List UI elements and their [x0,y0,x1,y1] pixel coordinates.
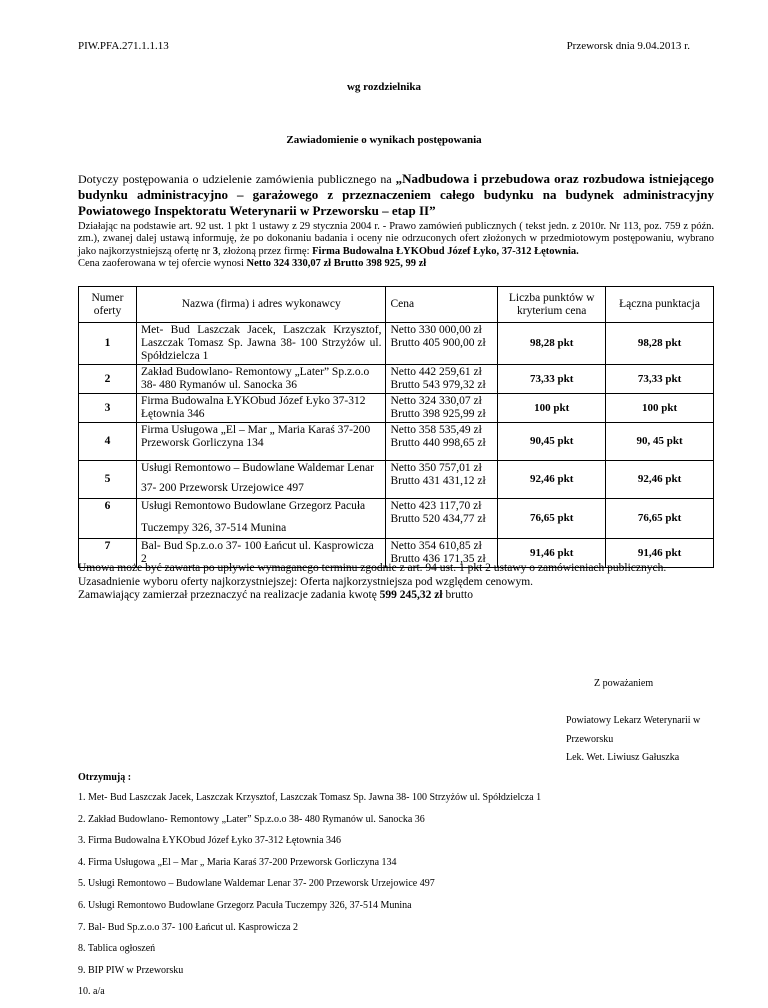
subject: „Nadbudowa i przebudowa oraz rozbudowa istniejącego budynku administracyjno – garażowego z przeznaczeniem całego budynku na budynek administracyjny Powiatowego Inspektoratu Weterynarii w Przeworsku – etap II” [78,171,714,218]
contractor-name-line: Usługi Remontowo – Budowlane Waldemar Lenar [140,462,374,474]
contractor-name: Firma Budowalna ŁYKObud Józef Łyko 37-312 Łętownia 346 [136,394,386,423]
note-contract-term: Umowa może być zawarta po upływie wymaganego terminu zgodnie z art. 94 ust. 1 pkt 2 ustawy o zamówieniach publicznych. [78,562,667,574]
row-price [386,499,498,539]
list-item: 5. Usługi Remontowo – Budowlane Waldemar Lenar 37- 200 Przeworsk Urzejowice 497 [78,878,435,890]
net-price: Netto 330 000,00 zł [390,324,482,336]
reference-number: PIW.PFA.271.1.1.13 [78,40,169,52]
total-points: 90, 45 pkt [606,423,714,461]
gross-price: Brutto 405 900,00 zł [390,337,486,349]
net-price: Netto 358 535,49 zł [390,424,482,436]
table-row [79,394,714,423]
results-table [78,286,714,568]
list-item: 1. Met- Bud Laszczak Jacek, Laszczak Krzysztof, Laszczak Tomasz Sp. Jawna 38- 100 Strzyżów ul. Spółdzielcza 1 [78,792,542,803]
contractor-name: Bal- Bud Sp.z.o.o 37- 100 Łańcut ul. Kasprowicza 2 [136,539,386,568]
table-row [79,499,714,539]
header-contractor: Nazwa (firma) i adres wykonawcy [136,287,386,323]
row-number: 2 [79,365,137,394]
row-number: 6 [79,499,137,539]
list-item: 6. Usługi Remontowo Budowlane Grzegorz Pacuła Tuczempy 326, 37-514 Munina [78,899,412,911]
total-points: 76,65 pkt [606,499,714,539]
row-number: 4 [79,423,137,461]
table-row [79,323,714,365]
decision-body-2: , złożoną przez firmę: [217,245,313,257]
decision-paragraph [78,221,714,271]
net-price: Netto 442 259,61 zł [390,366,482,378]
contractor-address: 37- 200 Przeworsk Urzejowice 497 [140,482,304,494]
place-date: Przeworsk dnia 9.04.2013 r. [566,40,690,52]
contractor-name: Met- Bud Laszczak Jacek, Laszczak Krzysztof, Laszczak Tomasz Sp. Jawna 38- 100 Strzyżów ul. Spółdzielcza 1 [136,323,386,365]
net-price: Netto 324 330,07 zł [390,395,482,407]
contractor-address: Tuczempy 326, 37-514 Munina [140,522,287,534]
row-price [386,323,498,365]
header-price-points: Liczba punktów w kryterium cena [498,287,606,323]
net-price: Netto 423 117,70 zł [390,500,482,512]
table-row [79,365,714,394]
budget-lead: Zamawiający zamierzał przeznaczyć na realizacje zadania kwotę [78,589,380,602]
list-item: 10. a/a [78,986,105,998]
gross-price: Brutto 543 979,32 zł [390,379,486,391]
total-points: 98,28 pkt [606,323,714,365]
header-total-points: Łączna punktacja [606,287,714,323]
net-price: Netto 350 757,01 zł [390,462,482,474]
row-number: 5 [79,461,137,499]
row-price [386,461,498,499]
total-points: 91,46 pkt [606,539,714,568]
price-points: 73,33 pkt [498,365,606,394]
contractor-name [136,461,386,499]
header-price: Cena [386,287,498,323]
contractor-name: Zakład Budowlano- Remontowy „Later” Sp.z.o.o 38- 480 Rymanów ul. Sanocka 36 [136,365,386,394]
row-number: 1 [79,323,137,365]
contractor-name-line: Usługi Remontowo Budowlane Grzegorz Pacuła [140,500,366,512]
contractor-name: Firma Usługowa „El – Mar „ Maria Karaś 37-200 Przeworsk Gorliczyna 134 [136,423,386,461]
signature-block [566,712,700,768]
gross-price: Brutto 436 171,35 zł [390,553,486,565]
signer-role-2: Przeworsku [566,733,614,745]
row-price [386,365,498,394]
regards: Z poważaniem [594,678,654,689]
winner-name: Firma Budowalna ŁYKObud Józef Łyko, 37-312 Łętownia. [312,245,579,257]
gross-price: Brutto 440 998,65 zł [390,437,486,449]
header-offer-no: Numer oferty [79,287,137,323]
winning-price: Netto 324 330,07 zł Brutto 398 925, 99 zł [246,258,427,270]
signer-name: Lek. Wet. Liwiusz Gałuszka [566,752,680,763]
distribution-note: wg rozdzielnika [346,81,422,93]
notes [78,562,718,603]
list-item: 8. Tablica ogłoszeń [78,943,156,955]
list-item: 7. Bal- Bud Sp.z.o.o 37- 100 Łańcut ul. Kasprowicza 2 [78,921,298,933]
price-points: 91,46 pkt [498,539,606,568]
note-budget [78,589,718,603]
total-points: 100 pkt [606,394,714,423]
total-points: 92,46 pkt [606,461,714,499]
table-row [79,461,714,499]
table-header-row [79,287,714,323]
intro-paragraph [78,171,714,219]
price-points: 100 pkt [498,394,606,423]
note-justification: Uzasadnienie wyboru oferty najkorzystniejszej: Oferta najkorzystniejsza pod względem cenowym. [78,575,534,588]
intro-lead: Dotyczy postępowania o udzielenie zamówienia publicznego na [78,172,396,186]
budget-tail: brutto [442,589,473,602]
budget-amount: 599 245,32 zł [379,589,443,602]
list-item: 4. Firma Usługowa „El – Mar „ Maria Karaś 37-200 Przeworsk Gorliczyna 134 [78,856,397,868]
gross-price: Brutto 398 925,99 zł [390,408,486,420]
gross-price: Brutto 520 434,77 zł [390,513,486,525]
contractor-name [136,499,386,539]
net-price: Netto 354 610,85 zł [390,540,482,552]
row-number: 3 [79,394,137,423]
table-row [79,423,714,461]
gross-price: Brutto 431 431,12 zł [390,475,486,487]
row-price [386,394,498,423]
row-price [386,423,498,461]
price-points: 90,45 pkt [498,423,606,461]
price-points: 76,65 pkt [498,499,606,539]
recipients-list [78,792,738,1008]
recipients-label: Otrzymują : [78,772,132,783]
row-number: 7 [79,539,137,568]
document-title: Zawiadomienie o wynikach postępowania [286,134,482,146]
price-points: 98,28 pkt [498,323,606,365]
total-points: 73,33 pkt [606,365,714,394]
price-points: 92,46 pkt [498,461,606,499]
list-item: 3. Firma Budowalna ŁYKObud Józef Łyko 37-312 Łętownia 346 [78,835,342,847]
list-item: 9. BIP PIW w Przeworsku [78,964,184,976]
offer-number: 3 [212,245,218,257]
signer-role-1: Powiatowy Lekarz Weterynarii w [566,715,701,726]
list-item: 2. Zakład Budowlano- Remontowy „Later” Sp.z.o.o 38- 480 Rymanów ul. Sanocka 36 [78,813,425,825]
price-lead: Cena zaoferowana w tej ofercie wynosi [78,258,247,270]
decision-body: Działając na podstawie art. 92 ust. 1 pkt 1 ustawy z 29 stycznia 2004 r. - Prawo zamówień publicznych ( tekst jedn. z 2010r. Nr 113, poz. 759 z późn. zm.), zwanej dalej ustawą informuję, że po dokonaniu badania i oceny nie odrzuconych ofert złożonych w przedmiotowym postępowaniu, wybrano jako najkorzystniejszą ofertę nr [78,221,714,257]
